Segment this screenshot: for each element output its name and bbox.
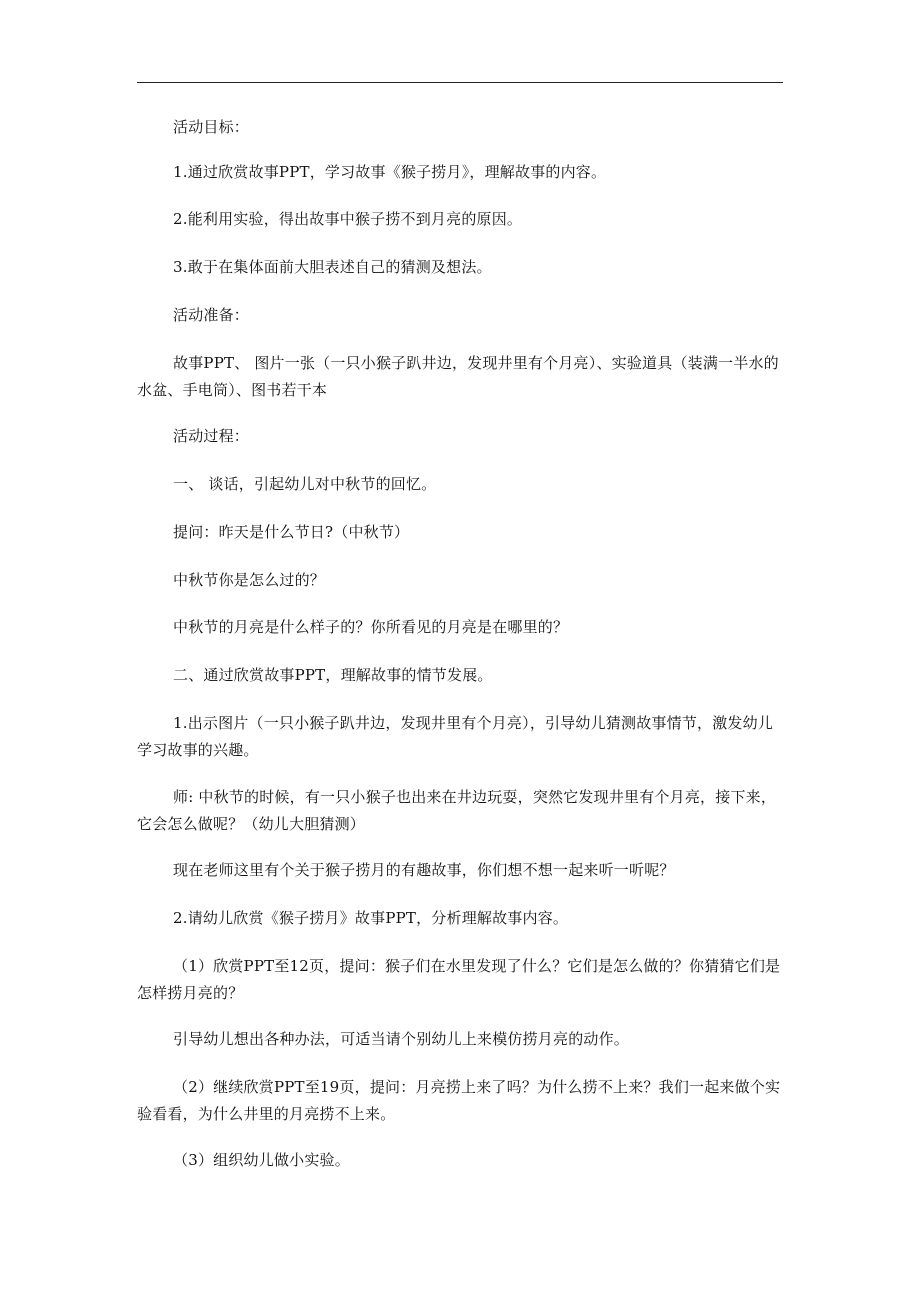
- sub-step-item: （3）组织幼儿做小实验。: [173, 1151, 350, 1169]
- sub-step-item: （1）欣赏PPT至12页，提问：猴子们在水里发现了什么？它们是怎么做的？你猜猜它们是怎样捞月亮的？: [137, 957, 781, 1002]
- question-text: 中秋节的月亮是什么样子的？你所看见的月亮是在哪里的？: [173, 618, 569, 636]
- goal-item-2: 2.能利用实验，得出故事中猴子捞不到月亮的原因。: [173, 210, 523, 228]
- preparation-text: 故事PPT、 图片一张（一只小猴子趴井边，发现井里有个月亮）、实验道具（装满一半水的水盆、手电筒）、图书若干本: [137, 354, 779, 399]
- step-item: 1.出示图片（一只小猴子趴井边，发现井里有个月亮），引导幼儿猜测故事情节，激发幼儿学习故事的兴趣。: [137, 714, 774, 759]
- goal-item-3: 3.敢于在集体面前大胆表述自己的猜测及想法。: [173, 258, 492, 276]
- goal-item-1: 1.通过欣赏故事PPT，学习故事《猴子捞月》，理解故事的内容。: [173, 163, 607, 181]
- question-text: 提问：昨天是什么节日?（中秋节）: [173, 523, 410, 541]
- body-text: 引导幼儿想出各种办法，可适当请个别幼儿上来模仿捞月亮的动作。: [173, 1030, 630, 1048]
- teacher-line: 师: 中秋节的时候，有一只小猴子也出来在井边玩耍，突然它发现井里有个月亮，接下来，它会怎么做呢？（幼儿大胆猜测）: [137, 788, 777, 833]
- section-heading-goals: 活动目标：: [173, 118, 250, 136]
- process-step-1: 一、 谈话，引起幼儿对中秋节的回忆。: [173, 475, 437, 493]
- header-rule: [137, 82, 783, 83]
- step-item: 2.请幼儿欣赏《猴子捞月》故事PPT，分析理解故事内容。: [173, 909, 569, 927]
- body-text: 现在老师这里有个关于猴子捞月的有趣故事，你们想不想一起来听一听呢？: [173, 861, 675, 879]
- process-step-2: 二、通过欣赏故事PPT，理解故事的情节发展。: [173, 666, 493, 684]
- sub-step-item: （2）继续欣赏PPT至19页，提问：月亮捞上来了吗？为什么捞不上来？我们一起来做个实验看看，为什么井里的月亮捞不上来。: [137, 1078, 781, 1123]
- section-heading-process: 活动过程：: [173, 427, 250, 445]
- question-text: 中秋节你是怎么过的？: [173, 571, 326, 589]
- section-heading-preparation: 活动准备：: [173, 306, 250, 324]
